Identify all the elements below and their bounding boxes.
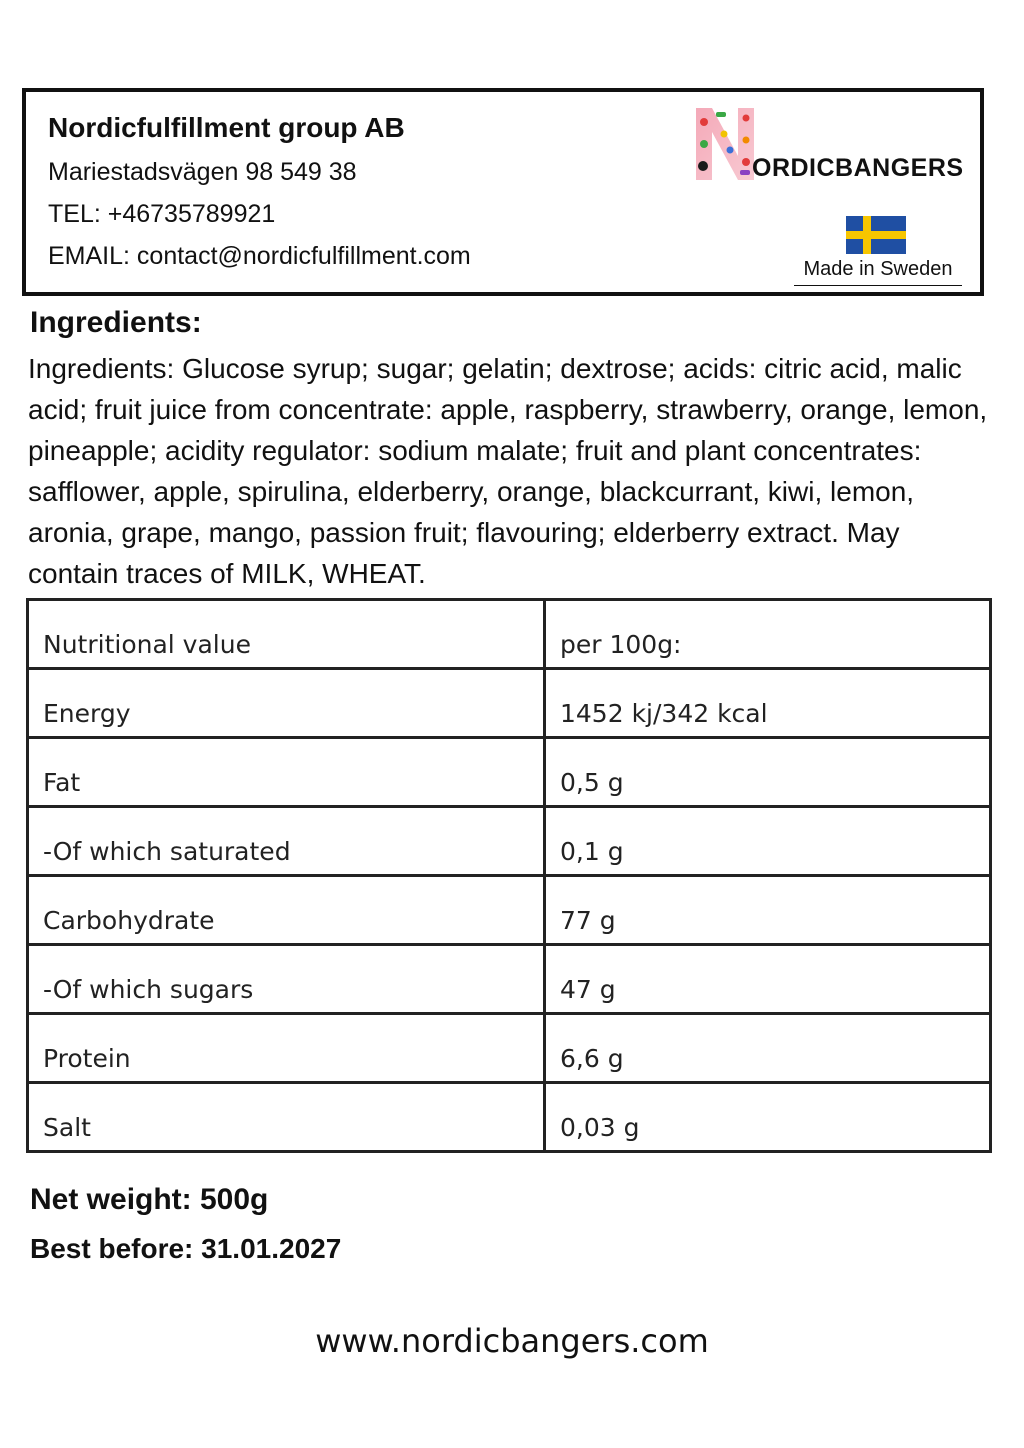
nutrient-value: 0,03 g xyxy=(545,1083,991,1152)
table-row xyxy=(28,945,991,1014)
company-address: Mariestadsvägen 98 549 38 xyxy=(48,158,357,186)
nutrient-label: Fat xyxy=(28,738,545,807)
nutrition-header-label: Nutritional value xyxy=(28,600,545,669)
nutrient-value: 0,1 g xyxy=(545,807,991,876)
nutrient-value: 0,5 g xyxy=(545,738,991,807)
nutrition-header-value: per 100g: xyxy=(545,600,991,669)
company-phone: TEL: +46735789921 xyxy=(48,200,276,228)
company-name: Nordicfulfillment group AB xyxy=(48,112,405,143)
table-row xyxy=(28,1014,991,1083)
nutrient-label: Salt xyxy=(28,1083,545,1152)
nutrition-table xyxy=(26,598,992,1153)
made-in-sweden-label: Made in Sweden xyxy=(794,258,962,286)
nutrient-label: Protein xyxy=(28,1014,545,1083)
table-row xyxy=(28,807,991,876)
nutrient-value: 1452 kj/342 kcal xyxy=(545,669,991,738)
table-row xyxy=(28,876,991,945)
table-row xyxy=(28,1083,991,1152)
sweden-flag-icon xyxy=(846,216,906,254)
best-before-date: Best before: 31.01.2027 xyxy=(30,1233,342,1264)
nutrient-value: 6,6 g xyxy=(545,1014,991,1083)
table-header-row xyxy=(28,600,991,669)
company-email: EMAIL: contact@nordicfulfillment.com xyxy=(48,242,471,270)
ingredients-heading: Ingredients: xyxy=(30,306,202,339)
company-info-box xyxy=(22,88,984,296)
nordicbangers-logo xyxy=(694,104,974,184)
net-weight: Net weight: 500g xyxy=(30,1183,269,1216)
nutrient-label: -Of which sugars xyxy=(28,945,545,1014)
nutrient-value: 47 g xyxy=(545,945,991,1014)
table-row xyxy=(28,669,991,738)
nutrient-label: -Of which saturated xyxy=(28,807,545,876)
nutrient-label: Energy xyxy=(28,669,545,738)
ingredients-text: Ingredients: Glucose syrup; sugar; gelatin; dextrose; acids: citric acid, malic acid; fruit juice from concentrate: apple, raspberry, strawberry, orange, lemon, pineapple; acidity regulator: sodium malate; fruit and plant concentrates: safflower, apple, spirulina, elderberry, orange, blackcurrant, kiwi, lemon, aronia, grape, mango, passion fruit; flavouring; elderberry extract. May contain traces of MILK, WHEAT. xyxy=(28,353,988,589)
nutrient-value: 77 g xyxy=(545,876,991,945)
nutrient-label: Carbohydrate xyxy=(28,876,545,945)
table-row xyxy=(28,738,991,807)
logo-wordmark: ORDICBANGERS xyxy=(752,154,964,182)
logo-candy-n-icon xyxy=(694,104,756,184)
website-url: www.nordicbangers.com xyxy=(315,1322,709,1360)
